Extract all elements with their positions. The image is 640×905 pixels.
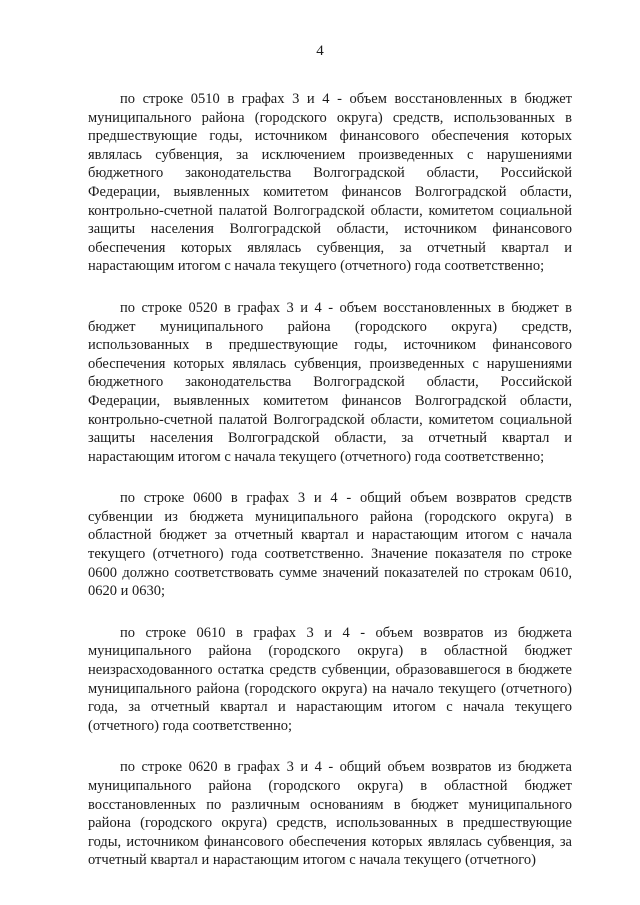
- page-number: 4: [316, 43, 324, 59]
- paragraph-line-0510: по строке 0510 в графах 3 и 4 - объем восстановленных в бюджет муниципального района (городского округа) средств, использованных в предшествующие годы, источником финансового обеспечения которых являлась субвенция, за исключением произведенных с нарушениями бюджетного законодательства Волгоградской области, Российской Федерации, выявленных комитетом финансов Волгоградской области, контрольно-счетной палатой Волгоградской области, комитетом социальной защиты населения Волгоградской области, источником финансового обеспечения которых являлась субвенция, за отчетный квартал и нарастающим итогом с начала текущего (отчетного) года соответственно;: [88, 91, 572, 275]
- document-body: [88, 90, 572, 893]
- paragraph-line-0620: по строке 0620 в графах 3 и 4 - общий объем возвратов из бюджета муниципального района (городского округа) в областной бюджет восстановленных по различным основаниям в бюджет муниципального района (городского округа) средств, использованных в предшествующие годы, источником финансового обеспечения которых являлась субвенция, за отчетный квартал и нарастающим итогом с начала текущего (отчетного): [88, 759, 572, 869]
- paragraph-line-0520: по строке 0520 в графах 3 и 4 - объем восстановленных в бюджет в бюджет муниципального района (городского округа) средств, использованных в предшествующие годы, источником финансового обеспечения которых являлась субвенция, произведенных с нарушениями бюджетного законодательства Волгоградской области, Российской Федерации, выявленных комитетом финансов Волгоградской области, контрольно-счетной палатой Волгоградской области, комитетом социальной защиты населения Волгоградской области, за отчетный квартал и нарастающим итогом с начала текущего (отчетного) года соответственно;: [88, 299, 572, 465]
- paragraph-line-0600: по строке 0600 в графах 3 и 4 - общий объем возвратов средств субвенции из бюджета муниципального района (городского округа) в областной бюджет за отчетный квартал и нарастающим итогом с начала текущего (отчетного) года соответственно. Значение показателя по строке 0600 должно соответствовать сумме значений показателей по строкам 0610, 0620 и 0630;: [88, 490, 572, 600]
- paragraph-line-0610: по строке 0610 в графах 3 и 4 - объем возвратов из бюджета муниципального района (городского округа) в областной бюджет неизрасходованного остатка средств субвенции, образовавшегося в бюджете муниципального района (городского округа) на начало текущего (отчетного) года, за отчетный квартал и нарастающим итогом с начала текущего (отчетного) года соответственно;: [88, 624, 572, 734]
